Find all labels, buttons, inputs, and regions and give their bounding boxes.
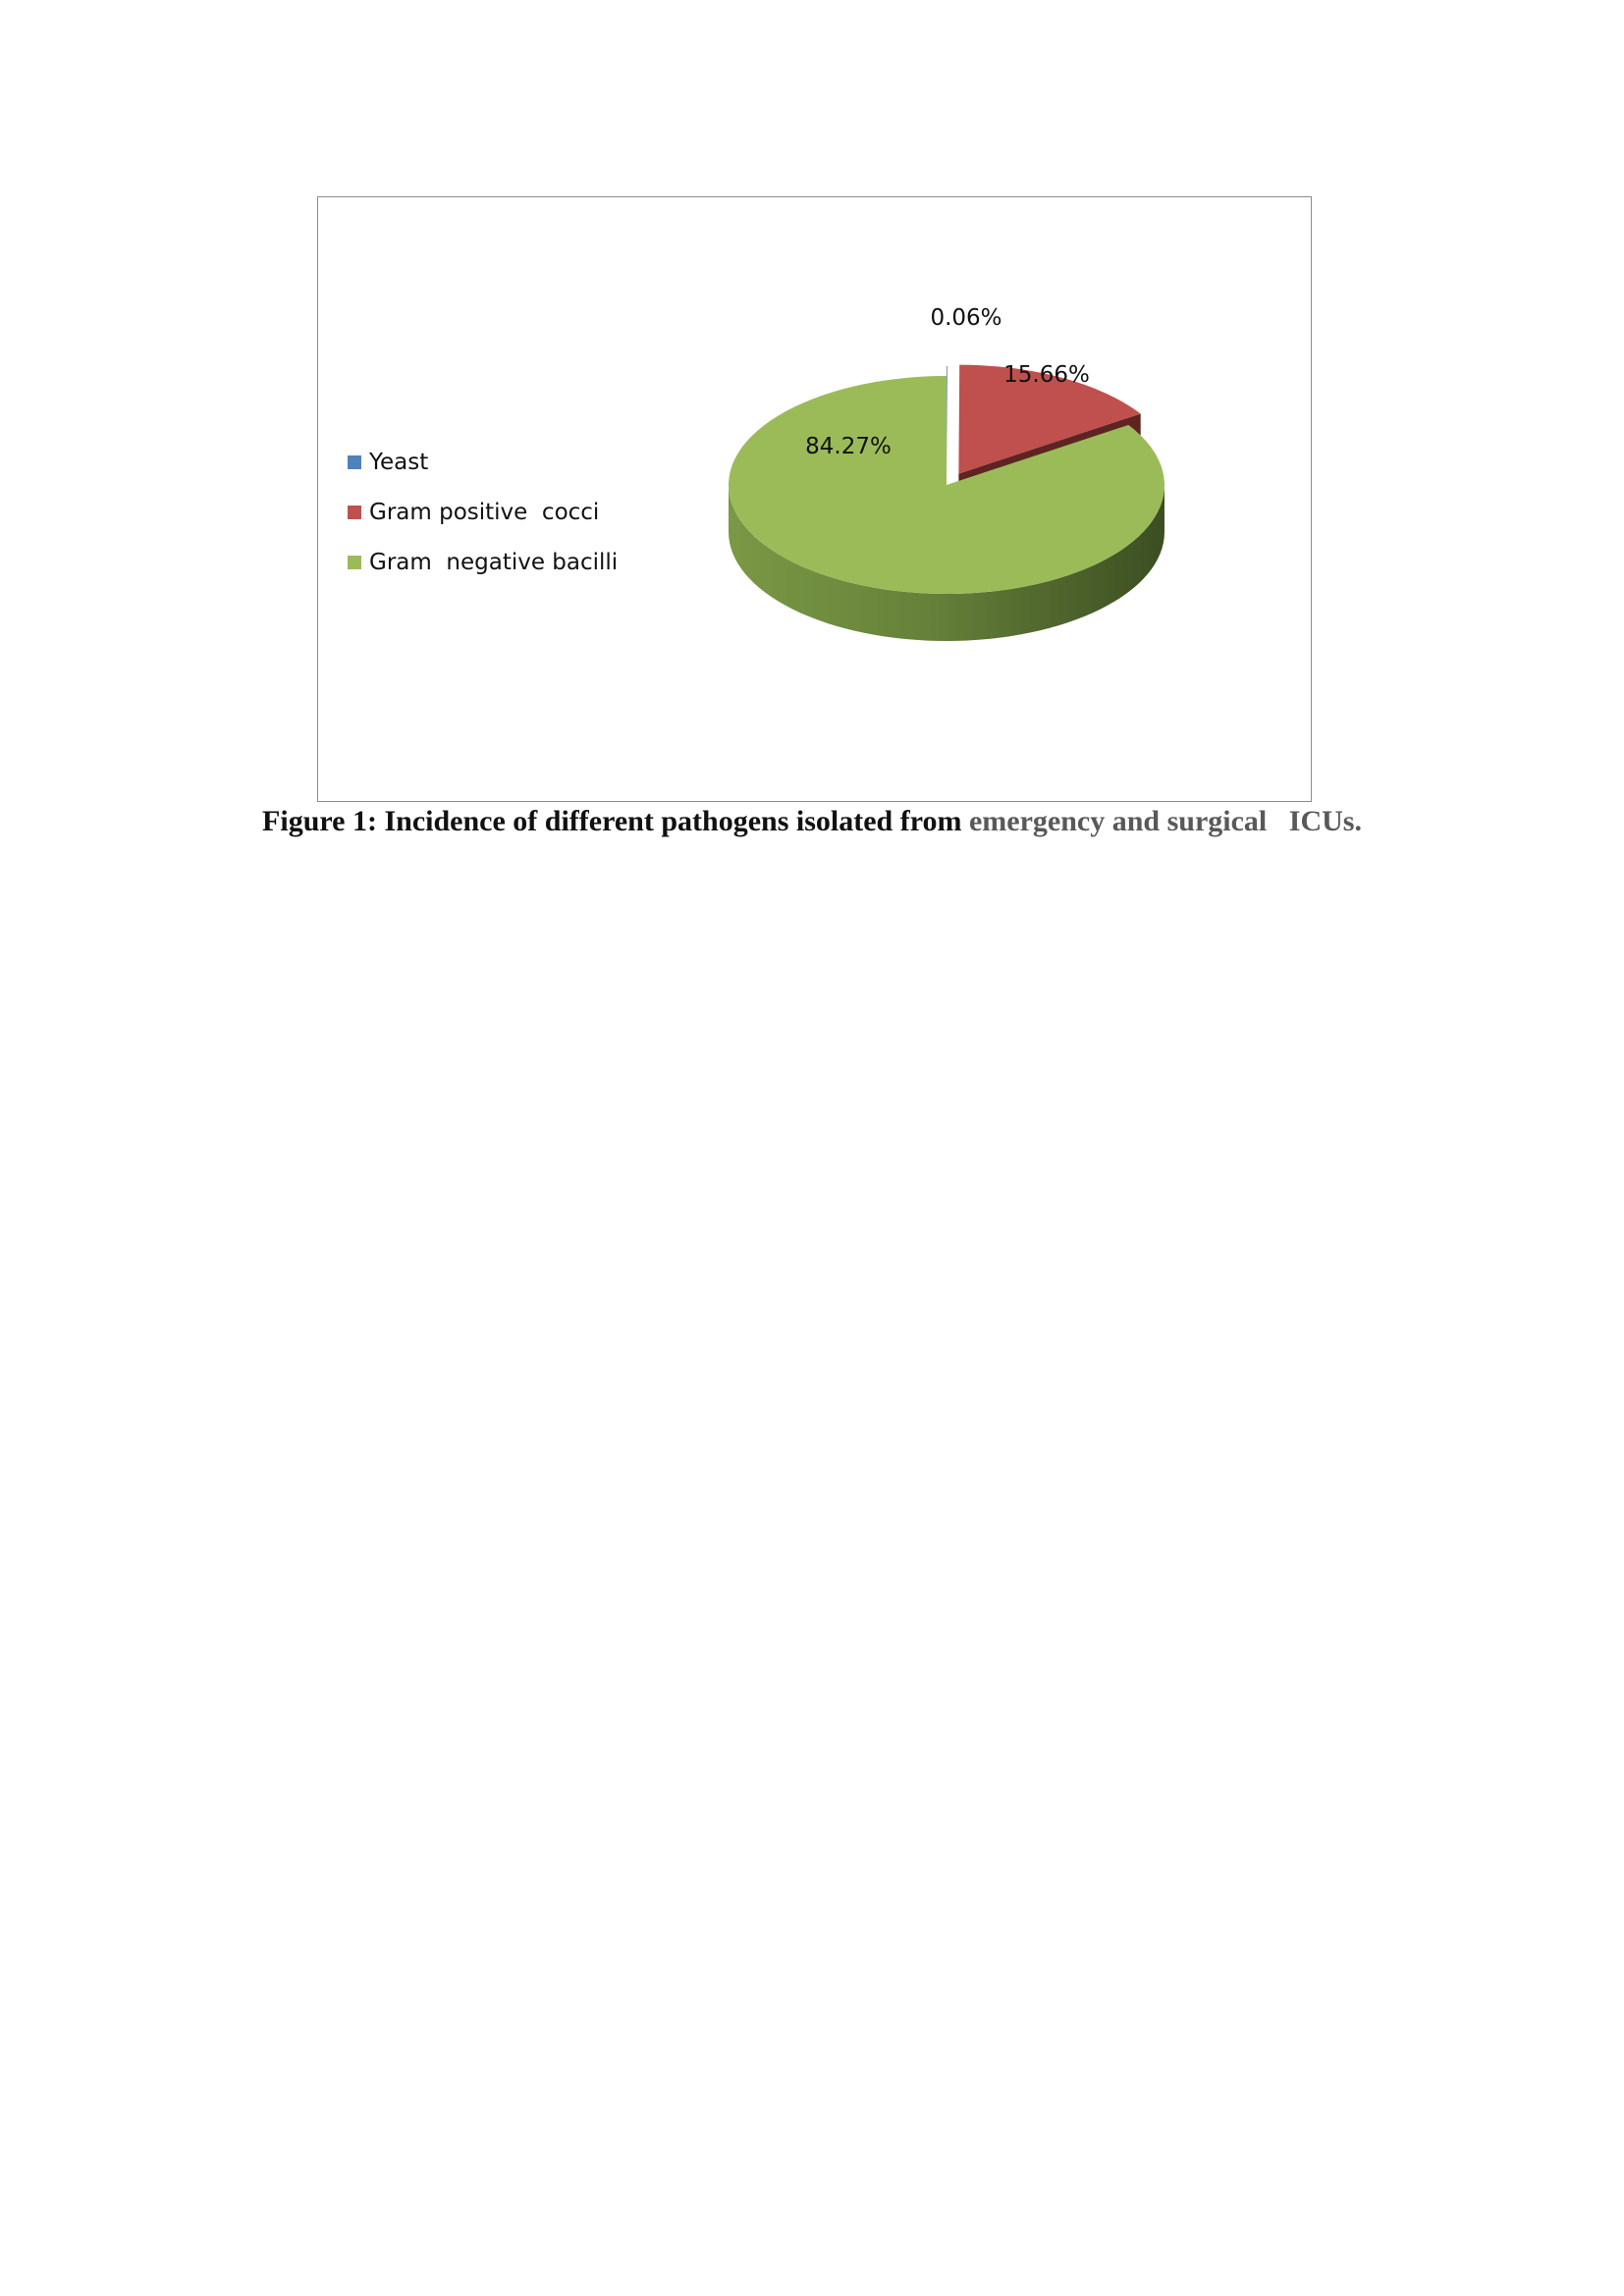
caption-text-main: Figure 1: Incidence of different pathogens isolated from (262, 805, 969, 837)
data-label-gram-positive-cocci: 15.66% (1003, 362, 1090, 388)
legend-item-yeast (348, 437, 618, 487)
legend-swatch-gram-negative-bacilli (348, 556, 361, 569)
figure-caption (0, 805, 1624, 838)
legend-label-gram-negative-bacilli: Gram negative bacilli (369, 549, 619, 575)
legend-item-gram-negative-bacilli (348, 537, 618, 587)
legend-swatch-gram-positive-cocci (348, 506, 361, 519)
legend-label-yeast: Yeast (369, 449, 429, 475)
legend-label-gram-positive-cocci: Gram positive cocci (369, 499, 600, 525)
data-label-yeast: 0.06% (930, 305, 1002, 331)
legend-item-gram-positive-cocci (348, 487, 618, 537)
legend-swatch-yeast (348, 455, 361, 469)
pie-chart (317, 196, 1312, 802)
legend (348, 437, 618, 587)
caption-text-highlight: emergency and surgical ICUs. (968, 805, 1362, 837)
data-label-gram-negative-bacilli: 84.27% (805, 434, 892, 459)
